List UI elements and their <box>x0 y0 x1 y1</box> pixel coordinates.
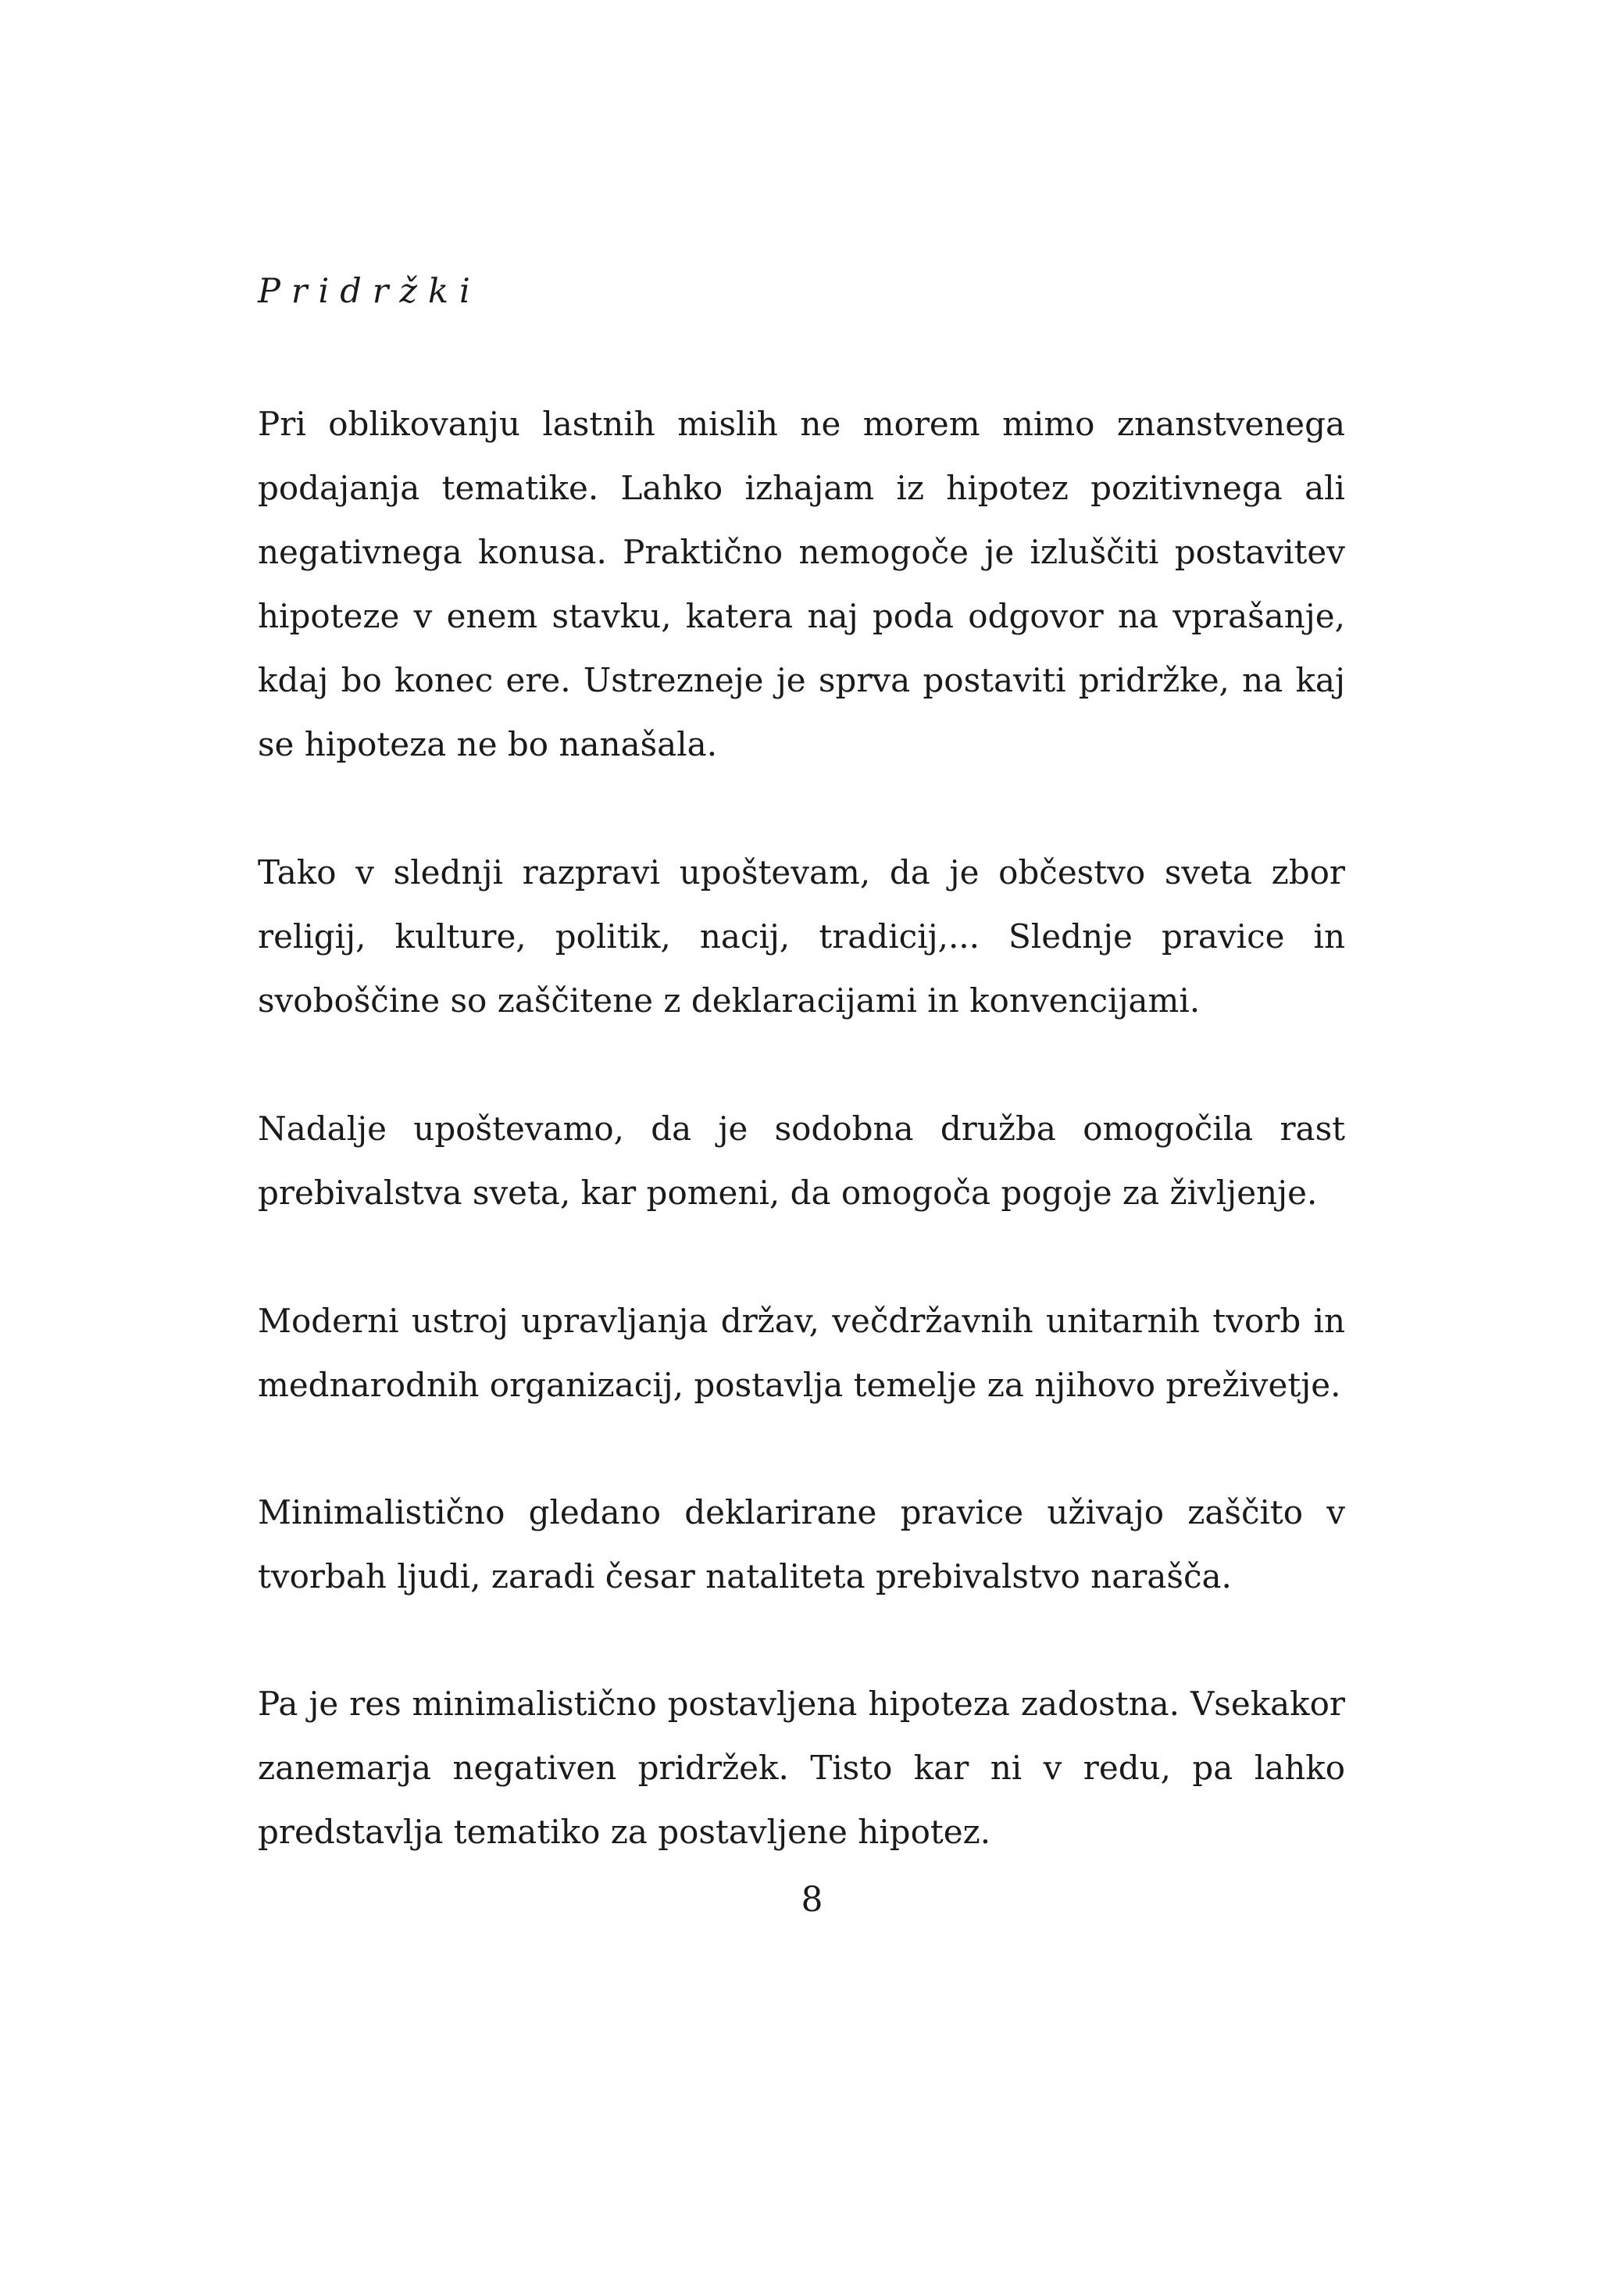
paragraph-text: Nadalje upoštevamo, da je sodobna družba omogočila rast prebivalstva sveta, kar pomeni, da omogoča pogoje za življenje. <box>258 1109 1345 1212</box>
paragraph-text: Tako v slednji razpravi upoštevam, da je občestvo sveta zbor religij, kulture, politik, nacij, tradicij,... Slednje pravice in svoboščine so zaščitene z deklaracijami in konvencijami. <box>258 853 1345 1020</box>
section-heading: Pridržki <box>258 272 481 311</box>
paragraph <box>258 1289 1345 1417</box>
paragraph-text: Pri oblikovanju lastnih mislih ne morem mimo znanstvenega podajanja tematike. Lahko izhajam iz hipotez pozitivnega ali negativnega konusa. Praktično nemogoče je izluščiti postavitev hipoteze v enem stavku, katera naj poda odgovor na vprašanje, kdaj bo konec ere. Ustrezneje je sprva postaviti pridržke, na kaj se hipoteza ne bo nanašala. <box>258 405 1345 763</box>
paragraph <box>258 1097 1345 1225</box>
paragraph <box>258 392 1345 777</box>
paragraph <box>258 1672 1345 1864</box>
paragraph <box>258 1481 1345 1609</box>
paragraph-text: Pa je res minimalistično postavljena hipoteza zadostna. Vsekakor zanemarja negativen pridržek. Tisto kar ni v redu, pa lahko predstavlja tematiko za postavljene hipotez. <box>258 1685 1345 1851</box>
paragraph-text: Minimalistično gledano deklarirane pravice uživajo zaščito v tvorbah ljudi, zaradi česar nataliteta prebivalstvo narašča. <box>258 1493 1345 1595</box>
paragraph-text: Moderni ustroj upravljanja držav, večdržavnih unitarnih tvorb in mednarodnih organizacij, postavlja temelje za njihovo preživetje. <box>258 1302 1345 1404</box>
page-number: 8 <box>801 1880 823 1920</box>
paragraph <box>258 841 1345 1033</box>
